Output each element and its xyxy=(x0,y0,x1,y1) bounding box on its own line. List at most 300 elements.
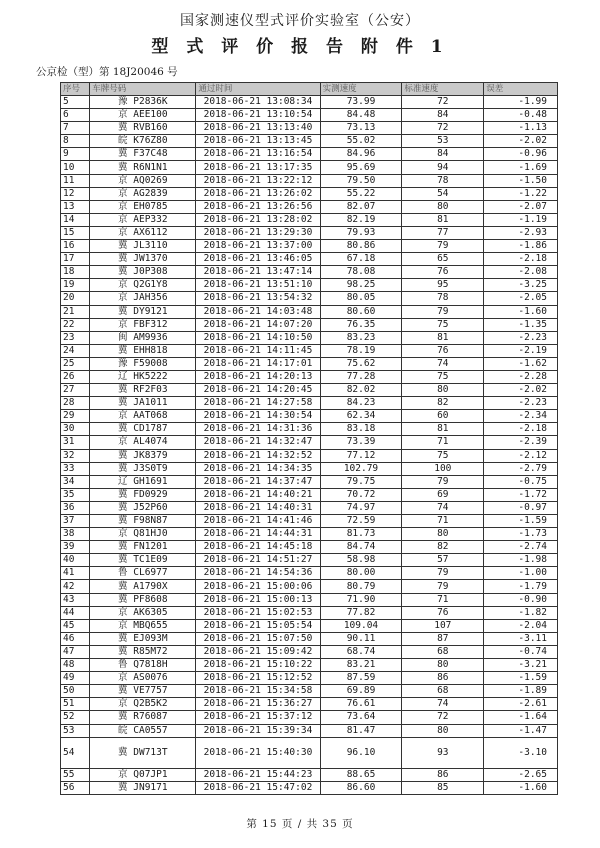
table-row xyxy=(61,737,558,768)
measured-speed: 79.75 xyxy=(320,475,402,488)
report-title: 型 式 评 价 报 告 附 件 1 xyxy=(151,37,449,57)
table-row xyxy=(61,515,558,528)
standard-speed: 69 xyxy=(402,488,484,501)
measured-speed: 68.74 xyxy=(320,645,402,658)
speed-error: -2.93 xyxy=(484,226,558,239)
row-index: 18 xyxy=(61,266,90,279)
standard-speed: 80 xyxy=(402,724,484,737)
pass-time: 2018-06-21 13:17:35 xyxy=(196,161,320,174)
measured-speed: 102.79 xyxy=(320,462,402,475)
speed-error: -1.59 xyxy=(484,515,558,528)
measured-speed: 76.61 xyxy=(320,698,402,711)
measured-speed: 90.11 xyxy=(320,632,402,645)
measured-speed: 98.25 xyxy=(320,279,402,292)
row-index: 39 xyxy=(61,541,90,554)
standard-speed: 75 xyxy=(402,449,484,462)
measured-speed: 82.07 xyxy=(320,200,402,213)
pass-time: 2018-06-21 13:37:00 xyxy=(196,240,320,253)
pass-time: 2018-06-21 14:40:31 xyxy=(196,501,320,514)
plate-number: 京 AK6305 xyxy=(90,606,196,619)
row-index: 47 xyxy=(61,645,90,658)
plate-number: 闽 AM9936 xyxy=(90,331,196,344)
table-row xyxy=(61,292,558,305)
standard-speed: 78 xyxy=(402,174,484,187)
plate-number: 京 AEE100 xyxy=(90,109,196,122)
standard-speed: 87 xyxy=(402,632,484,645)
speed-error: -1.73 xyxy=(484,528,558,541)
measured-speed: 71.90 xyxy=(320,593,402,606)
pass-time: 2018-06-21 15:05:54 xyxy=(196,619,320,632)
pass-time: 2018-06-21 14:44:31 xyxy=(196,528,320,541)
plate-number: 鲁 Q7818H xyxy=(90,659,196,672)
row-index: 56 xyxy=(61,781,90,794)
table-row xyxy=(61,266,558,279)
table-row xyxy=(61,174,558,187)
measured-speed: 58.98 xyxy=(320,554,402,567)
table-row xyxy=(61,645,558,658)
plate-number: 冀 FN1201 xyxy=(90,541,196,554)
row-index: 48 xyxy=(61,659,90,672)
measured-speed: 76.35 xyxy=(320,318,402,331)
row-index: 22 xyxy=(61,318,90,331)
standard-speed: 80 xyxy=(402,528,484,541)
table-row xyxy=(61,606,558,619)
table-row xyxy=(61,685,558,698)
table-row xyxy=(61,593,558,606)
speed-error: -1.35 xyxy=(484,318,558,331)
pass-time: 2018-06-21 14:41:46 xyxy=(196,515,320,528)
table-row xyxy=(61,488,558,501)
standard-speed: 65 xyxy=(402,253,484,266)
measured-speed: 83.18 xyxy=(320,423,402,436)
speed-test-table xyxy=(60,82,558,795)
pass-time: 2018-06-21 15:02:53 xyxy=(196,606,320,619)
row-index: 55 xyxy=(61,768,90,781)
pass-time: 2018-06-21 15:10:22 xyxy=(196,659,320,672)
pass-time: 2018-06-21 14:11:45 xyxy=(196,344,320,357)
pass-time: 2018-06-21 15:07:50 xyxy=(196,632,320,645)
standard-speed: 72 xyxy=(402,122,484,135)
speed-error: -1.79 xyxy=(484,580,558,593)
pass-time: 2018-06-21 15:39:34 xyxy=(196,724,320,737)
plate-number: 冀 CD1787 xyxy=(90,423,196,436)
standard-speed: 72 xyxy=(402,96,484,109)
measured-speed: 77.12 xyxy=(320,449,402,462)
table-row xyxy=(61,331,558,344)
speed-error: -1.47 xyxy=(484,724,558,737)
speed-error: -1.00 xyxy=(484,567,558,580)
speed-error: -2.34 xyxy=(484,410,558,423)
pass-time: 2018-06-21 14:51:27 xyxy=(196,554,320,567)
measured-speed: 109.04 xyxy=(320,619,402,632)
speed-error: -2.18 xyxy=(484,423,558,436)
speed-error: -2.02 xyxy=(484,135,558,148)
table-row xyxy=(61,318,558,331)
plate-number: 冀 A1790X xyxy=(90,580,196,593)
standard-speed: 78 xyxy=(402,292,484,305)
speed-error: -2.61 xyxy=(484,698,558,711)
plate-number: 豫 P2836K xyxy=(90,96,196,109)
standard-speed: 80 xyxy=(402,200,484,213)
table-row xyxy=(61,632,558,645)
speed-error: -0.48 xyxy=(484,109,558,122)
pass-time: 2018-06-21 13:46:05 xyxy=(196,253,320,266)
row-index: 31 xyxy=(61,436,90,449)
pass-time: 2018-06-21 13:16:54 xyxy=(196,148,320,161)
pass-time: 2018-06-21 14:45:18 xyxy=(196,541,320,554)
pass-time: 2018-06-21 13:13:40 xyxy=(196,122,320,135)
row-index: 41 xyxy=(61,567,90,580)
speed-error: -2.07 xyxy=(484,200,558,213)
standard-speed: 95 xyxy=(402,279,484,292)
plate-number: 京 AS0076 xyxy=(90,672,196,685)
plate-number: 京 JAH356 xyxy=(90,292,196,305)
pass-time: 2018-06-21 15:47:02 xyxy=(196,781,320,794)
table-row xyxy=(61,226,558,239)
table-row xyxy=(61,423,558,436)
row-index: 29 xyxy=(61,410,90,423)
table-row xyxy=(61,436,558,449)
pass-time: 2018-06-21 14:30:54 xyxy=(196,410,320,423)
pass-time: 2018-06-21 15:00:06 xyxy=(196,580,320,593)
plate-number: 冀 R85M72 xyxy=(90,645,196,658)
plate-number: 冀 VE7757 xyxy=(90,685,196,698)
table-row xyxy=(61,240,558,253)
row-index: 16 xyxy=(61,240,90,253)
plate-number: 冀 JN9171 xyxy=(90,781,196,794)
plate-number: 京 AX6112 xyxy=(90,226,196,239)
measured-speed: 78.08 xyxy=(320,266,402,279)
speed-error: -1.50 xyxy=(484,174,558,187)
plate-number: 京 MBQ655 xyxy=(90,619,196,632)
row-index: 17 xyxy=(61,253,90,266)
speed-error: -2.65 xyxy=(484,768,558,781)
speed-error: -1.13 xyxy=(484,122,558,135)
table-row xyxy=(61,370,558,383)
measured-speed: 75.62 xyxy=(320,357,402,370)
plate-number: 辽 HK5222 xyxy=(90,370,196,383)
table-row xyxy=(61,768,558,781)
plate-number: 辽 GH1691 xyxy=(90,475,196,488)
speed-error: -1.86 xyxy=(484,240,558,253)
plate-number: 冀 J3S0T9 xyxy=(90,462,196,475)
speed-error: -2.23 xyxy=(484,397,558,410)
table-row xyxy=(61,567,558,580)
standard-speed: 80 xyxy=(402,384,484,397)
table-row xyxy=(61,253,558,266)
table-row xyxy=(61,122,558,135)
row-index: 28 xyxy=(61,397,90,410)
measured-speed: 86.60 xyxy=(320,781,402,794)
pass-time: 2018-06-21 14:17:01 xyxy=(196,357,320,370)
speed-error: -3.21 xyxy=(484,659,558,672)
row-index: 15 xyxy=(61,226,90,239)
measured-speed: 82.02 xyxy=(320,384,402,397)
header-measured-speed: 实测速度 xyxy=(320,83,402,96)
standard-speed: 68 xyxy=(402,685,484,698)
row-index: 43 xyxy=(61,593,90,606)
measured-speed: 55.02 xyxy=(320,135,402,148)
row-index: 33 xyxy=(61,462,90,475)
row-index: 54 xyxy=(61,737,90,768)
table-row xyxy=(61,305,558,318)
pass-time: 2018-06-21 13:13:45 xyxy=(196,135,320,148)
plate-number: 冀 JW1370 xyxy=(90,253,196,266)
table-row xyxy=(61,541,558,554)
table-row xyxy=(61,659,558,672)
plate-number: 冀 DW713T xyxy=(90,737,196,768)
speed-error: -1.64 xyxy=(484,711,558,724)
speed-error: -2.18 xyxy=(484,253,558,266)
measured-speed: 73.39 xyxy=(320,436,402,449)
row-index: 19 xyxy=(61,279,90,292)
pass-time: 2018-06-21 13:10:54 xyxy=(196,109,320,122)
row-index: 30 xyxy=(61,423,90,436)
table-row xyxy=(61,279,558,292)
measured-speed: 80.60 xyxy=(320,305,402,318)
row-index: 24 xyxy=(61,344,90,357)
measured-speed: 74.97 xyxy=(320,501,402,514)
standard-speed: 68 xyxy=(402,645,484,658)
pass-time: 2018-06-21 14:07:20 xyxy=(196,318,320,331)
measured-speed: 87.59 xyxy=(320,672,402,685)
speed-error: -2.39 xyxy=(484,436,558,449)
table-row xyxy=(61,619,558,632)
row-index: 50 xyxy=(61,685,90,698)
measured-speed: 84.23 xyxy=(320,397,402,410)
plate-number: 京 EH0785 xyxy=(90,200,196,213)
row-index: 36 xyxy=(61,501,90,514)
measured-speed: 78.19 xyxy=(320,344,402,357)
speed-error: -2.28 xyxy=(484,370,558,383)
row-index: 23 xyxy=(61,331,90,344)
pass-time: 2018-06-21 14:54:36 xyxy=(196,567,320,580)
standard-speed: 72 xyxy=(402,711,484,724)
standard-speed: 107 xyxy=(402,619,484,632)
speed-error: -2.23 xyxy=(484,331,558,344)
measured-speed: 83.21 xyxy=(320,659,402,672)
plate-number: 京 FBF312 xyxy=(90,318,196,331)
table-row xyxy=(61,724,558,737)
standard-speed: 74 xyxy=(402,357,484,370)
table-row xyxy=(61,135,558,148)
measured-speed: 80.05 xyxy=(320,292,402,305)
pass-time: 2018-06-21 14:20:45 xyxy=(196,384,320,397)
table-row xyxy=(61,344,558,357)
speed-error: -0.90 xyxy=(484,593,558,606)
plate-number: 冀 DY9121 xyxy=(90,305,196,318)
standard-speed: 93 xyxy=(402,737,484,768)
row-index: 53 xyxy=(61,724,90,737)
speed-error: -3.10 xyxy=(484,737,558,768)
measured-speed: 80.79 xyxy=(320,580,402,593)
page-footer: 第 15 页 / 共 35 页 xyxy=(246,818,354,830)
speed-error: -1.22 xyxy=(484,187,558,200)
measured-speed: 77.82 xyxy=(320,606,402,619)
measured-speed: 70.72 xyxy=(320,488,402,501)
measured-speed: 72.59 xyxy=(320,515,402,528)
speed-error: -0.97 xyxy=(484,501,558,514)
speed-error: -1.19 xyxy=(484,213,558,226)
standard-speed: 71 xyxy=(402,436,484,449)
standard-speed: 85 xyxy=(402,781,484,794)
plate-number: 冀 FD0929 xyxy=(90,488,196,501)
pass-time: 2018-06-21 14:20:13 xyxy=(196,370,320,383)
row-index: 9 xyxy=(61,148,90,161)
table-header-row xyxy=(61,83,558,96)
plate-number: 冀 JA1011 xyxy=(90,397,196,410)
plate-number: 京 AAT068 xyxy=(90,410,196,423)
speed-error: -1.72 xyxy=(484,488,558,501)
pass-time: 2018-06-21 13:29:30 xyxy=(196,226,320,239)
speed-error: -2.08 xyxy=(484,266,558,279)
standard-speed: 75 xyxy=(402,318,484,331)
plate-number: 冀 F98N87 xyxy=(90,515,196,528)
plate-number: 京 Q07JP1 xyxy=(90,768,196,781)
row-index: 12 xyxy=(61,187,90,200)
plate-number: 冀 J52P60 xyxy=(90,501,196,514)
measured-speed: 81.47 xyxy=(320,724,402,737)
table-row xyxy=(61,781,558,794)
speed-error: -1.99 xyxy=(484,96,558,109)
speed-error: -2.19 xyxy=(484,344,558,357)
table-row xyxy=(61,698,558,711)
table-row xyxy=(61,96,558,109)
row-index: 46 xyxy=(61,632,90,645)
standard-speed: 81 xyxy=(402,423,484,436)
table-row xyxy=(61,672,558,685)
row-index: 10 xyxy=(61,161,90,174)
plate-number: 冀 EHH818 xyxy=(90,344,196,357)
measured-speed: 80.00 xyxy=(320,567,402,580)
table-row xyxy=(61,475,558,488)
measured-speed: 73.13 xyxy=(320,122,402,135)
standard-speed: 54 xyxy=(402,187,484,200)
header-time: 通过时间 xyxy=(196,83,320,96)
table-row xyxy=(61,528,558,541)
speed-error: -1.69 xyxy=(484,161,558,174)
standard-speed: 76 xyxy=(402,606,484,619)
standard-speed: 84 xyxy=(402,148,484,161)
plate-number: 冀 JK8379 xyxy=(90,449,196,462)
row-index: 13 xyxy=(61,200,90,213)
speed-error: -3.25 xyxy=(484,279,558,292)
plate-number: 豫 F59008 xyxy=(90,357,196,370)
pass-time: 2018-06-21 14:31:36 xyxy=(196,423,320,436)
plate-number: 京 AG2839 xyxy=(90,187,196,200)
speed-error: -0.74 xyxy=(484,645,558,658)
standard-speed: 82 xyxy=(402,397,484,410)
plate-number: 冀 JL3110 xyxy=(90,240,196,253)
table-row xyxy=(61,109,558,122)
report-number: 公京检（型）第 18J20046 号 xyxy=(36,66,178,78)
standard-speed: 79 xyxy=(402,567,484,580)
table-row xyxy=(61,161,558,174)
pass-time: 2018-06-21 15:12:52 xyxy=(196,672,320,685)
table-row xyxy=(61,213,558,226)
standard-speed: 75 xyxy=(402,370,484,383)
table-row xyxy=(61,384,558,397)
pass-time: 2018-06-21 15:37:12 xyxy=(196,711,320,724)
plate-number: 京 Q2G1Y8 xyxy=(90,279,196,292)
pass-time: 2018-06-21 14:34:35 xyxy=(196,462,320,475)
plate-number: 冀 R6N1N1 xyxy=(90,161,196,174)
table-row xyxy=(61,187,558,200)
measured-speed: 67.18 xyxy=(320,253,402,266)
pass-time: 2018-06-21 14:32:47 xyxy=(196,436,320,449)
pass-time: 2018-06-21 13:47:14 xyxy=(196,266,320,279)
lab-title: 国家测速仪型式评价实验室（公安） xyxy=(180,13,420,29)
row-index: 26 xyxy=(61,370,90,383)
pass-time: 2018-06-21 15:00:13 xyxy=(196,593,320,606)
standard-speed: 74 xyxy=(402,698,484,711)
row-index: 14 xyxy=(61,213,90,226)
row-index: 52 xyxy=(61,711,90,724)
pass-time: 2018-06-21 13:26:56 xyxy=(196,200,320,213)
pass-time: 2018-06-21 14:40:21 xyxy=(196,488,320,501)
speed-error: -1.59 xyxy=(484,672,558,685)
speed-error: -1.89 xyxy=(484,685,558,698)
plate-number: 京 AQ0269 xyxy=(90,174,196,187)
standard-speed: 86 xyxy=(402,768,484,781)
pass-time: 2018-06-21 14:10:50 xyxy=(196,331,320,344)
table-row xyxy=(61,410,558,423)
standard-speed: 79 xyxy=(402,580,484,593)
pass-time: 2018-06-21 13:54:32 xyxy=(196,292,320,305)
pass-time: 2018-06-21 13:28:02 xyxy=(196,213,320,226)
header-index: 序号 xyxy=(61,83,90,96)
measured-speed: 82.19 xyxy=(320,213,402,226)
standard-speed: 82 xyxy=(402,541,484,554)
speed-error: -1.62 xyxy=(484,357,558,370)
row-index: 44 xyxy=(61,606,90,619)
row-index: 32 xyxy=(61,449,90,462)
table-row xyxy=(61,462,558,475)
table-row xyxy=(61,397,558,410)
table-row xyxy=(61,580,558,593)
plate-number: 京 Q81HJ0 xyxy=(90,528,196,541)
measured-speed: 77.28 xyxy=(320,370,402,383)
plate-number: 京 AEP332 xyxy=(90,213,196,226)
pass-time: 2018-06-21 14:37:47 xyxy=(196,475,320,488)
pass-time: 2018-06-21 13:22:12 xyxy=(196,174,320,187)
measured-speed: 69.89 xyxy=(320,685,402,698)
header-plate: 车牌号码 xyxy=(90,83,196,96)
measured-speed: 73.99 xyxy=(320,96,402,109)
row-index: 45 xyxy=(61,619,90,632)
standard-speed: 94 xyxy=(402,161,484,174)
speed-error: -2.74 xyxy=(484,541,558,554)
measured-speed: 88.65 xyxy=(320,768,402,781)
plate-number: 冀 EJ093M xyxy=(90,632,196,645)
measured-speed: 73.64 xyxy=(320,711,402,724)
pass-time: 2018-06-21 15:36:27 xyxy=(196,698,320,711)
row-index: 6 xyxy=(61,109,90,122)
table-body xyxy=(61,96,558,795)
plate-number: 皖 CA0557 xyxy=(90,724,196,737)
standard-speed: 53 xyxy=(402,135,484,148)
pass-time: 2018-06-21 13:51:10 xyxy=(196,279,320,292)
table-row xyxy=(61,501,558,514)
row-index: 51 xyxy=(61,698,90,711)
measured-speed: 83.23 xyxy=(320,331,402,344)
speed-error: -1.98 xyxy=(484,554,558,567)
measured-speed: 84.74 xyxy=(320,541,402,554)
standard-speed: 81 xyxy=(402,331,484,344)
measured-speed: 80.86 xyxy=(320,240,402,253)
measured-speed: 84.48 xyxy=(320,109,402,122)
plate-number: 冀 R76087 xyxy=(90,711,196,724)
